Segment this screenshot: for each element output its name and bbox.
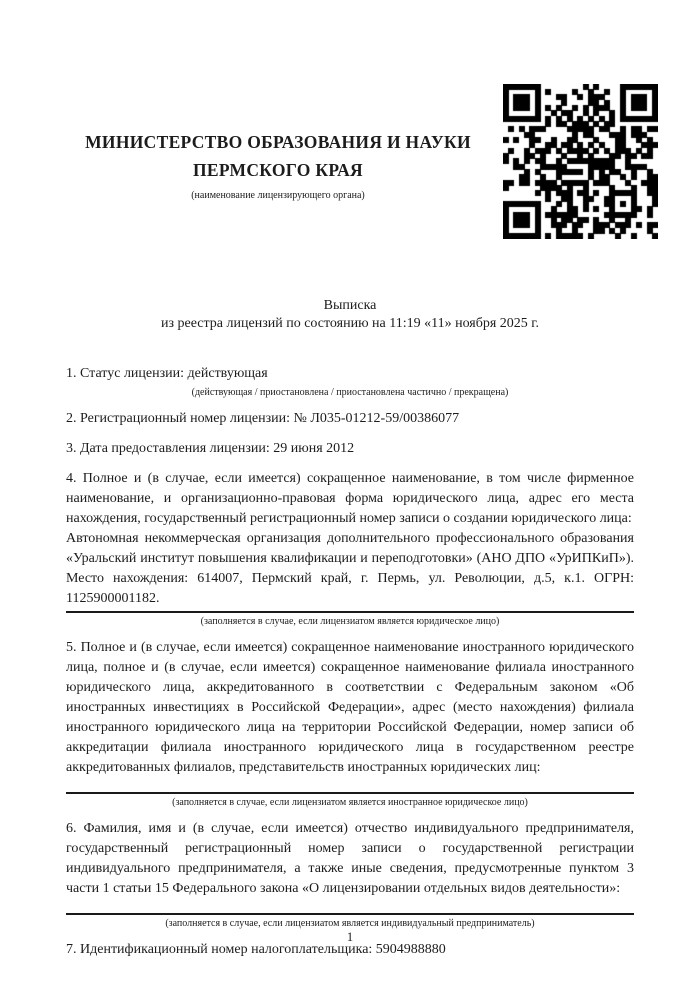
item-2-registration-number [66, 409, 634, 429]
document-title-line1: Выписка [323, 298, 377, 313]
document-title-line2: из реестра лицензий по состоянию на 11:19 «11» ноября 2025 г. [161, 316, 539, 331]
item-4-value: Автономная некоммерческая организация дополнительного профессионального образования «Уральский институт повышения квалификации и переподготовки» (АНО ДПО «УрИПКиП»). Место нахождения: 614007, Пермский край, г. Пермь, ул. Революции, д.5, к.1. ОГРН: 1125900001182. [66, 531, 634, 606]
item-2-text: 2. Регистрационный номер лицензии: № Л035-01212-59/00386077 [66, 411, 460, 426]
item-4-legal-entity [66, 469, 634, 628]
page-number: 1 [346, 930, 354, 944]
qr-code-canvas [503, 84, 658, 239]
ministry-name-line1: МИНИСТЕРСТВО ОБРАЗОВАНИЯ И НАУКИ [85, 132, 471, 152]
item-7-text: 7. Идентификационный номер налогоплательщика: 5904988880 [66, 942, 446, 957]
document-body [66, 364, 634, 960]
item-1-license-status [66, 364, 634, 399]
item-3-grant-date [66, 439, 634, 459]
item-6-individual-entrepreneur [66, 819, 634, 930]
item-4-fill-line [66, 611, 634, 613]
item-5-text: 5. Полное и (в случае, если имеется) сокращенное наименование иностранного юридического лица, полное и (в случае, если имеется) сокращенное наименование филиала иностранного юридического лица, аккредитованного в соответствии с Федеральным законом «Об иностранных инвестициях в Российской Федерации», адрес (место нахождения) филиала иностранного юридического лица на территории Российской Федерации, номер записи об аккредитации филиала иностранного юридического лица в государственном реестре аккредитованных филиалов, представительств иностранных юридических лиц: [66, 640, 634, 775]
item-5-caption: (заполняется в случае, если лицензиатом является иностранное юридическое лицо) [172, 797, 528, 808]
document-title-block [66, 297, 634, 333]
item-4-text: 4. Полное и (в случае, если имеется) сокращенное наименование, в том числе фирменное наименование, и организационно-правовая форма юридического лица, адрес его места нахождения, государственный регистрационный номер записи о создании юридического лица: [66, 471, 634, 526]
ministry-name-line2: ПЕРМСКОГО КРАЯ [193, 160, 363, 180]
item-6-empty-value [66, 899, 634, 911]
qr-code [503, 84, 658, 239]
licensing-authority-block [66, 128, 490, 202]
item-6-caption: (заполняется в случае, если лицензиатом является индивидуальный предприниматель) [165, 918, 535, 929]
item-6-fill-line [66, 913, 634, 915]
ministry-name-caption: (наименование лицензирующего органа) [191, 190, 365, 201]
item-3-text: 3. Дата предоставления лицензии: 29 июня 2012 [66, 441, 355, 456]
item-5-empty-value [66, 778, 634, 790]
item-5-fill-line [66, 792, 634, 794]
item-1-caption: (действующая / приостановлена / приостановлена частично / прекращена) [191, 387, 509, 398]
item-6-text: 6. Фамилия, имя и (в случае, если имеется) отчество индивидуального предпринимателя, государственный регистрационный номер записи о государственной регистрации индивидуального предпринимателя, а также иные сведения, предусмотренные пунктом 3 части 1 статьи 15 Федерального закона «О лицензировании отдельных видов деятельности»: [66, 821, 634, 896]
item-5-foreign-entity [66, 638, 634, 809]
item-1-text: 1. Статус лицензии: действующая [66, 366, 268, 381]
item-4-caption: (заполняется в случае, если лицензиатом является юридическое лицо) [200, 616, 500, 627]
